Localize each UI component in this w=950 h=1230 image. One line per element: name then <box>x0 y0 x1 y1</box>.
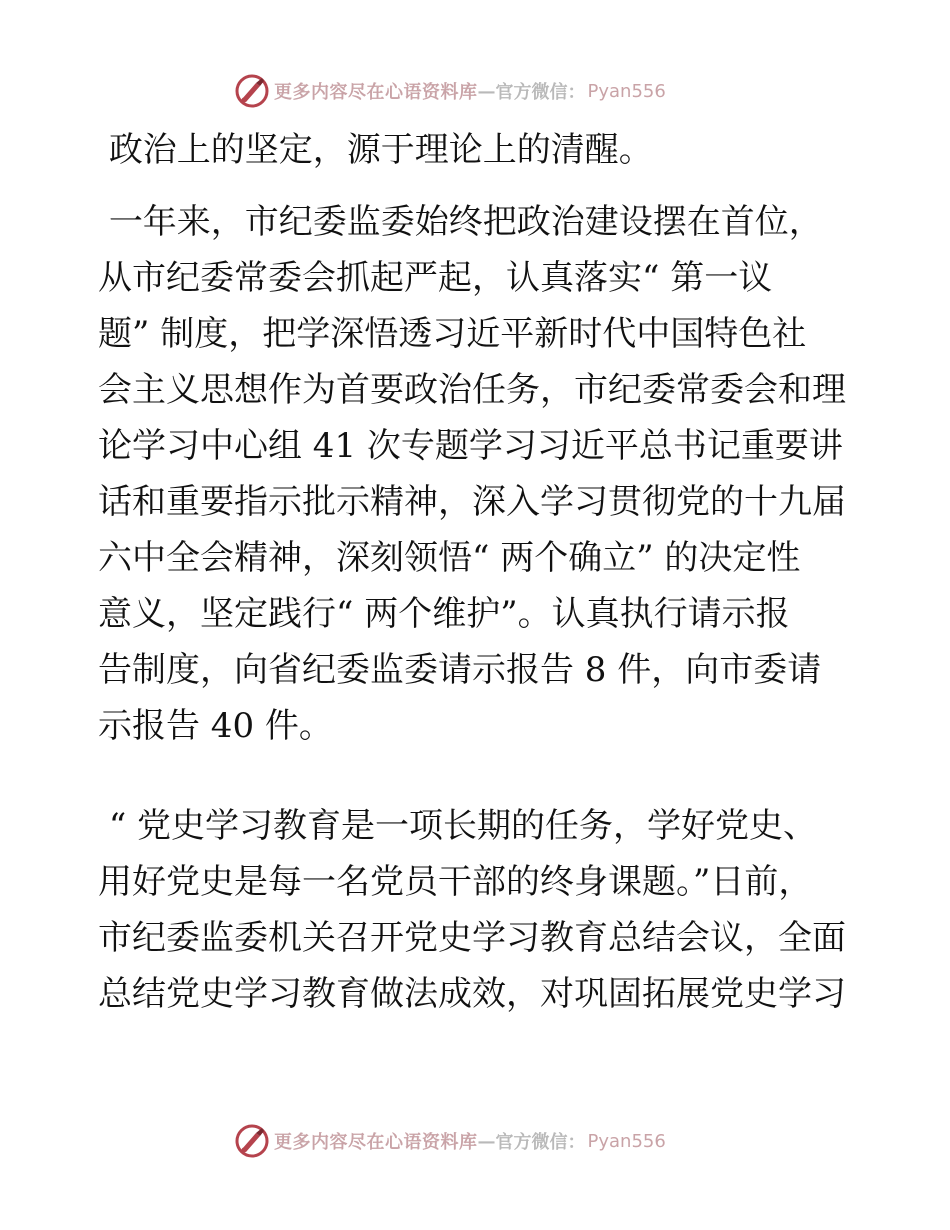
paragraph-2 <box>98 194 858 754</box>
header-watermark <box>234 71 666 111</box>
footer-watermark <box>234 1121 666 1161</box>
watermark-text: 更多内容尽在心语资料库 <box>274 82 478 103</box>
paragraph-3 <box>98 798 858 1022</box>
watermark-label: 官方微信： <box>495 82 586 103</box>
watermark-label: 官方微信： <box>495 1132 586 1153</box>
paragraph-text: “ 党史学习教育是一项长期的任务，学好党史、 用好党史是每一名党员干部的终身课题。”日前， 市纪委监委机关召开党史学习教育总结会议，全面 总结党史学习教育做法成效，对巩固拓展党史学习 <box>98 806 846 1014</box>
watermark-text: 更多内容尽在心语资料库 <box>274 1132 478 1153</box>
paragraph-text: 政治上的坚定，源于理论上的清醒。 <box>98 130 653 170</box>
brush-logo-icon <box>234 1123 270 1159</box>
watermark-wechat-id: Pyan556 <box>587 80 666 102</box>
watermark-dash: — <box>477 80 496 102</box>
watermark-dash: — <box>477 1130 496 1152</box>
brush-logo-icon <box>234 73 270 109</box>
watermark-wechat-id: Pyan556 <box>587 1130 666 1152</box>
paragraph-1 <box>98 122 858 178</box>
paragraph-text: 一年来，市纪委监委始终把政治建设摆在首位， 从市纪委常委会抓起严起，认真落实“ 第一议 题” 制度，把学深悟透习近平新时代中国特色社 会主义思想作为首要政治任务，市纪委常委会和理 论学习中心组 41 次专题学习习近平总书记重要讲 话和重要指示批示精神，深入学习贯彻党的十九届 六中全会精神，深刻领悟“ 两个确立” 的决定性 意义，坚定践行“ 两个维护”。认真执行请示报 告制度，向省纪委监委请示报告 8 件，向市委请 示报告 40 件。 <box>98 202 846 746</box>
